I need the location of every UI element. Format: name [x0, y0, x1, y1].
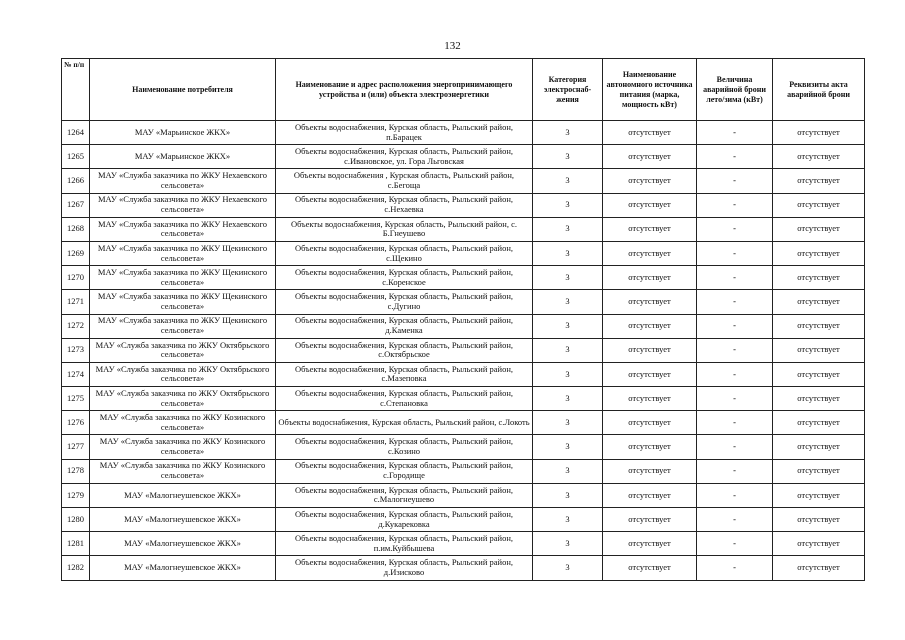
consumer-name-cell: МАУ «Марьинское ЖКХ»	[90, 145, 276, 169]
autonomous-source-cell: отсутствует	[603, 435, 697, 459]
consumer-name-cell: МАУ «Служба заказчика по ЖКУ Козинского сельсовета»	[90, 411, 276, 435]
supply-category-cell: 3	[533, 314, 603, 338]
object-address-cell: Объекты водоснабжения, Курская область, Рыльский район, д.Кукарековка	[276, 508, 533, 532]
reserve-act-cell: отсутствует	[773, 314, 865, 338]
supply-category-cell: 3	[533, 508, 603, 532]
object-address-cell: Объекты водоснабжения, Курская область, Рыльский район, с.Степановка	[276, 387, 533, 411]
emergency-reserve-cell: -	[697, 411, 773, 435]
supply-category-cell: 3	[533, 217, 603, 241]
autonomous-source-cell: отсутствует	[603, 121, 697, 145]
emergency-reserve-cell: -	[697, 169, 773, 193]
emergency-reserve-cell: -	[697, 193, 773, 217]
row-number-cell: 1282	[62, 556, 90, 580]
row-number-cell: 1269	[62, 241, 90, 265]
object-address-cell: Объекты водоснабжения , Курская область, Рыльский район, с.Бегоща	[276, 169, 533, 193]
row-number-cell: 1280	[62, 508, 90, 532]
consumer-name-cell: МАУ «Марьинское ЖКХ»	[90, 121, 276, 145]
autonomous-source-cell: отсутствует	[603, 338, 697, 362]
emergency-reserve-cell: -	[697, 362, 773, 386]
row-number-cell: 1270	[62, 266, 90, 290]
table-row	[62, 483, 865, 507]
reserve-act-cell: отсутствует	[773, 338, 865, 362]
consumer-name-cell: МАУ «Служба заказчика по ЖКУ Октябрьского сельсовета»	[90, 362, 276, 386]
table-row	[62, 169, 865, 193]
table-row	[62, 508, 865, 532]
table-row	[62, 241, 865, 265]
table-row	[62, 121, 865, 145]
header-act: Реквизиты акта аварийной брони	[773, 59, 865, 121]
reserve-act-cell: отсутствует	[773, 508, 865, 532]
object-address-cell: Объекты водоснабжения, Курская область, Рыльский район, с.Коренское	[276, 266, 533, 290]
supply-category-cell: 3	[533, 532, 603, 556]
object-address-cell: Объекты водоснабжения, Курская область, Рыльский район, с.Малогнеушево	[276, 483, 533, 507]
row-number-cell: 1278	[62, 459, 90, 483]
reserve-act-cell: отсутствует	[773, 121, 865, 145]
row-number-cell: 1272	[62, 314, 90, 338]
table-row	[62, 435, 865, 459]
table-row	[62, 387, 865, 411]
emergency-reserve-cell: -	[697, 145, 773, 169]
table-row	[62, 193, 865, 217]
autonomous-source-cell: отсутствует	[603, 556, 697, 580]
reserve-act-cell: отсутствует	[773, 266, 865, 290]
consumer-name-cell: МАУ «Малогнеушевское ЖКХ»	[90, 556, 276, 580]
emergency-reserve-cell: -	[697, 459, 773, 483]
header-category: Категория электроснаб-жения	[533, 59, 603, 121]
header-reserve: Величина аварийной брони лето/зима (кВт)	[697, 59, 773, 121]
consumer-name-cell: МАУ «Служба заказчика по ЖКУ Щекинского сельсовета»	[90, 241, 276, 265]
consumer-name-cell: МАУ «Малогнеушевское ЖКХ»	[90, 532, 276, 556]
row-number-cell: 1265	[62, 145, 90, 169]
consumer-name-cell: МАУ «Служба заказчика по ЖКУ Октябрьского сельсовета»	[90, 387, 276, 411]
supply-category-cell: 3	[533, 290, 603, 314]
header-row	[62, 59, 865, 121]
object-address-cell: Объекты водоснабжения, Курская область, Рыльский район, с.Дугино	[276, 290, 533, 314]
object-address-cell: Объекты водоснабжения, Курская область, Рыльский район, с.Мазеповка	[276, 362, 533, 386]
reserve-act-cell: отсутствует	[773, 169, 865, 193]
object-address-cell: Объекты водоснабжения, Курская область, Рыльский район, д.Каменка	[276, 314, 533, 338]
row-number-cell: 1271	[62, 290, 90, 314]
emergency-reserve-cell: -	[697, 508, 773, 532]
table-row	[62, 532, 865, 556]
supply-category-cell: 3	[533, 266, 603, 290]
reserve-act-cell: отсутствует	[773, 362, 865, 386]
table-row	[62, 145, 865, 169]
consumer-name-cell: МАУ «Служба заказчика по ЖКУ Щекинского сельсовета»	[90, 314, 276, 338]
supply-category-cell: 3	[533, 387, 603, 411]
emergency-reserve-cell: -	[697, 290, 773, 314]
table-row	[62, 556, 865, 580]
reserve-act-cell: отсутствует	[773, 435, 865, 459]
emergency-reserve-cell: -	[697, 387, 773, 411]
object-address-cell: Объекты водоснабжения, Курская область, Рыльский район, с.Локоть	[276, 411, 533, 435]
supply-category-cell: 3	[533, 121, 603, 145]
table-row	[62, 290, 865, 314]
object-address-cell: Объекты водоснабжения, Курская область, Рыльский район, с.Городище	[276, 459, 533, 483]
supply-category-cell: 3	[533, 193, 603, 217]
autonomous-source-cell: отсутствует	[603, 411, 697, 435]
reserve-act-cell: отсутствует	[773, 193, 865, 217]
object-address-cell: Объекты водоснабжения, Курская область, Рыльский район, с.Ивановское, ул. Гора Льговская	[276, 145, 533, 169]
row-number-cell: 1268	[62, 217, 90, 241]
autonomous-source-cell: отсутствует	[603, 290, 697, 314]
supply-category-cell: 3	[533, 338, 603, 362]
reserve-act-cell: отсутствует	[773, 411, 865, 435]
reserve-act-cell: отсутствует	[773, 145, 865, 169]
supply-category-cell: 3	[533, 556, 603, 580]
row-number-cell: 1274	[62, 362, 90, 386]
supply-category-cell: 3	[533, 435, 603, 459]
autonomous-source-cell: отсутствует	[603, 362, 697, 386]
object-address-cell: Объекты водоснабжения, Курская область, Рыльский район, п.Барацек	[276, 121, 533, 145]
emergency-reserve-cell: -	[697, 435, 773, 459]
emergency-reserve-cell: -	[697, 241, 773, 265]
table-row	[62, 266, 865, 290]
reserve-act-cell: отсутствует	[773, 387, 865, 411]
supply-category-cell: 3	[533, 145, 603, 169]
header-num: № п/п	[62, 59, 90, 121]
page-number: 132	[444, 40, 461, 52]
row-number-cell: 1281	[62, 532, 90, 556]
row-number-cell: 1275	[62, 387, 90, 411]
table-row	[62, 217, 865, 241]
table-row	[62, 459, 865, 483]
row-number-cell: 1267	[62, 193, 90, 217]
emergency-reserve-cell: -	[697, 338, 773, 362]
supply-category-cell: 3	[533, 241, 603, 265]
row-number-cell: 1266	[62, 169, 90, 193]
row-number-cell: 1276	[62, 411, 90, 435]
emergency-reserve-cell: -	[697, 266, 773, 290]
consumer-name-cell: МАУ «Служба заказчика по ЖКУ Козинского сельсовета»	[90, 435, 276, 459]
consumer-name-cell: МАУ «Служба заказчика по ЖКУ Щекинского сельсовета»	[90, 290, 276, 314]
table-header	[62, 59, 865, 121]
autonomous-source-cell: отсутствует	[603, 314, 697, 338]
object-address-cell: Объекты водоснабжения, Курская область, Рыльский район, с.Октябрьское	[276, 338, 533, 362]
autonomous-source-cell: отсутствует	[603, 483, 697, 507]
autonomous-source-cell: отсутствует	[603, 169, 697, 193]
supply-category-cell: 3	[533, 411, 603, 435]
autonomous-source-cell: отсутствует	[603, 387, 697, 411]
supply-category-cell: 3	[533, 362, 603, 386]
reserve-act-cell: отсутствует	[773, 532, 865, 556]
object-address-cell: Объекты водоснабжения, Курская область, Рыльский район, д.Изисково	[276, 556, 533, 580]
emergency-reserve-cell: -	[697, 532, 773, 556]
table-row	[62, 362, 865, 386]
emergency-reserve-cell: -	[697, 121, 773, 145]
row-number-cell: 1273	[62, 338, 90, 362]
object-address-cell: Объекты водоснабжения, Курская область, Рыльский район, с.Козино	[276, 435, 533, 459]
autonomous-source-cell: отсутствует	[603, 217, 697, 241]
emergency-reserve-cell: -	[697, 483, 773, 507]
emergency-reserve-cell: -	[697, 314, 773, 338]
reserve-act-cell: отсутствует	[773, 290, 865, 314]
header-source: Наименование автономного источника питания (марка, мощность кВт)	[603, 59, 697, 121]
object-address-cell: Объекты водоснабжения, Курская область, Рыльский район, с. Б.Гнеушево	[276, 217, 533, 241]
header-address: Наименование и адрес расположения энергопринимающего устройства и (или) объекта электроэнергетики	[276, 59, 533, 121]
consumer-name-cell: МАУ «Малогнеушевское ЖКХ»	[90, 508, 276, 532]
reserve-act-cell: отсутствует	[773, 556, 865, 580]
row-number-cell: 1264	[62, 121, 90, 145]
autonomous-source-cell: отсутствует	[603, 532, 697, 556]
autonomous-source-cell: отсутствует	[603, 145, 697, 169]
autonomous-source-cell: отсутствует	[603, 266, 697, 290]
object-address-cell: Объекты водоснабжения, Курская область, Рыльский район, с.Нехаевка	[276, 193, 533, 217]
registry-table	[61, 58, 865, 581]
emergency-reserve-cell: -	[697, 556, 773, 580]
consumer-name-cell: МАУ «Малогнеушевское ЖКХ»	[90, 483, 276, 507]
supply-category-cell: 3	[533, 169, 603, 193]
reserve-act-cell: отсутствует	[773, 459, 865, 483]
autonomous-source-cell: отсутствует	[603, 508, 697, 532]
row-number-cell: 1277	[62, 435, 90, 459]
consumer-name-cell: МАУ «Служба заказчика по ЖКУ Октябрьского сельсовета»	[90, 338, 276, 362]
consumer-name-cell: МАУ «Служба заказчика по ЖКУ Нехаевского сельсовета»	[90, 193, 276, 217]
object-address-cell: Объекты водоснабжения, Курская область, Рыльский район, п.им.Куйбышева	[276, 532, 533, 556]
table-row	[62, 338, 865, 362]
table-body	[62, 121, 865, 581]
reserve-act-cell: отсутствует	[773, 217, 865, 241]
autonomous-source-cell: отсутствует	[603, 459, 697, 483]
autonomous-source-cell: отсутствует	[603, 193, 697, 217]
object-address-cell: Объекты водоснабжения, Курская область, Рыльский район, с.Щекино	[276, 241, 533, 265]
supply-category-cell: 3	[533, 459, 603, 483]
consumer-name-cell: МАУ «Служба заказчика по ЖКУ Козинского сельсовета»	[90, 459, 276, 483]
table-row	[62, 411, 865, 435]
header-consumer: Наименование потребителя	[90, 59, 276, 121]
supply-category-cell: 3	[533, 483, 603, 507]
reserve-act-cell: отсутствует	[773, 241, 865, 265]
emergency-reserve-cell: -	[697, 217, 773, 241]
reserve-act-cell: отсутствует	[773, 483, 865, 507]
row-number-cell: 1279	[62, 483, 90, 507]
table-row	[62, 314, 865, 338]
consumer-name-cell: МАУ «Служба заказчика по ЖКУ Нехаевского сельсовета»	[90, 169, 276, 193]
autonomous-source-cell: отсутствует	[603, 241, 697, 265]
consumer-name-cell: МАУ «Служба заказчика по ЖКУ Щекинского сельсовета»	[90, 266, 276, 290]
consumer-name-cell: МАУ «Служба заказчика по ЖКУ Нехаевского сельсовета»	[90, 217, 276, 241]
